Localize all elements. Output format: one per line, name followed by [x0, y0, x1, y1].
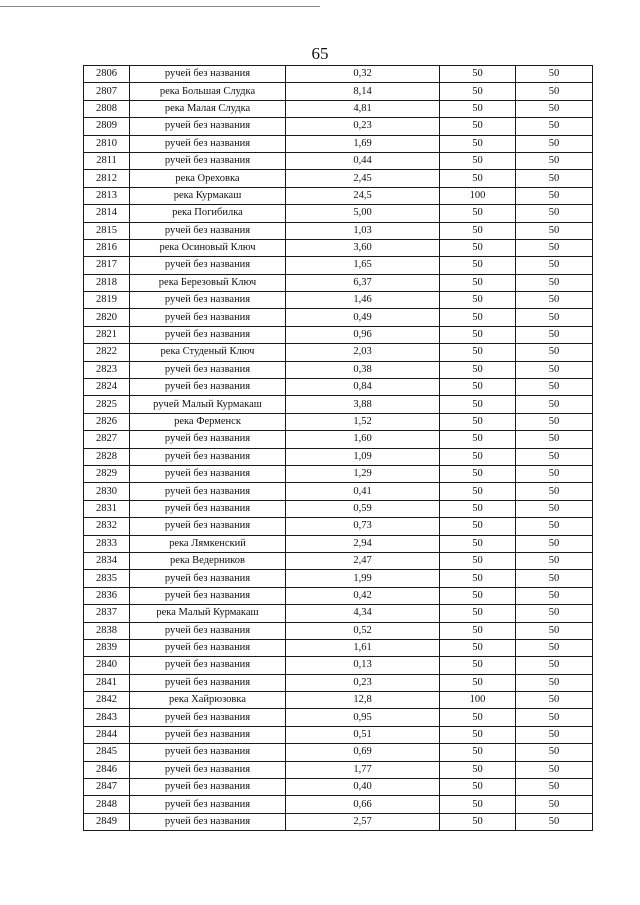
water-body-name-cell: ручей без названия — [130, 744, 286, 761]
length-cell: 0,73 — [286, 518, 440, 535]
row-number-cell: 2825 — [84, 396, 130, 413]
length-cell: 3,60 — [286, 239, 440, 256]
water-body-name-cell: ручей без названия — [130, 570, 286, 587]
strip-width-cell: 50 — [516, 239, 593, 256]
table-row — [84, 118, 593, 135]
water-body-name-cell: ручей без названия — [130, 587, 286, 604]
row-number-cell: 2812 — [84, 170, 130, 187]
row-number-cell: 2828 — [84, 448, 130, 465]
water-body-name-cell: ручей без названия — [130, 813, 286, 830]
length-cell: 0,96 — [286, 326, 440, 343]
table-row — [84, 813, 593, 830]
table-row — [84, 170, 593, 187]
strip-width-cell: 50 — [516, 292, 593, 309]
strip-width-cell: 50 — [516, 361, 593, 378]
row-number-cell: 2831 — [84, 500, 130, 517]
water-body-name-cell: река Малая Слудка — [130, 100, 286, 117]
strip-width-cell: 50 — [516, 170, 593, 187]
zone-width-cell: 50 — [440, 709, 516, 726]
row-number-cell: 2816 — [84, 239, 130, 256]
length-cell: 0,52 — [286, 622, 440, 639]
zone-width-cell: 50 — [440, 431, 516, 448]
strip-width-cell: 50 — [516, 813, 593, 830]
row-number-cell: 2824 — [84, 379, 130, 396]
zone-width-cell: 50 — [440, 518, 516, 535]
length-cell: 0,38 — [286, 361, 440, 378]
strip-width-cell: 50 — [516, 779, 593, 796]
table-row — [84, 222, 593, 239]
water-body-name-cell: ручей без названия — [130, 622, 286, 639]
strip-width-cell: 50 — [516, 413, 593, 430]
zone-width-cell: 50 — [440, 118, 516, 135]
zone-width-cell: 50 — [440, 779, 516, 796]
water-bodies-table — [83, 65, 593, 831]
water-body-name-cell: ручей без названия — [130, 796, 286, 813]
length-cell: 1,46 — [286, 292, 440, 309]
zone-width-cell: 50 — [440, 344, 516, 361]
row-number-cell: 2817 — [84, 257, 130, 274]
length-cell: 0,44 — [286, 152, 440, 169]
zone-width-cell: 50 — [440, 674, 516, 691]
zone-width-cell: 50 — [440, 726, 516, 743]
strip-width-cell: 50 — [516, 152, 593, 169]
row-number-cell: 2822 — [84, 344, 130, 361]
table-row — [84, 639, 593, 656]
length-cell: 6,37 — [286, 274, 440, 291]
table-row — [84, 535, 593, 552]
zone-width-cell: 50 — [440, 761, 516, 778]
strip-width-cell: 50 — [516, 518, 593, 535]
table-row — [84, 379, 593, 396]
strip-width-cell: 50 — [516, 465, 593, 482]
water-body-name-cell: река Лямкенский — [130, 535, 286, 552]
zone-width-cell: 50 — [440, 483, 516, 500]
zone-width-cell: 50 — [440, 796, 516, 813]
water-body-name-cell: ручей без названия — [130, 726, 286, 743]
table-row — [84, 552, 593, 569]
row-number-cell: 2840 — [84, 657, 130, 674]
length-cell: 0,84 — [286, 379, 440, 396]
row-number-cell: 2832 — [84, 518, 130, 535]
water-body-name-cell: ручей без названия — [130, 309, 286, 326]
water-body-name-cell: река Ведерников — [130, 552, 286, 569]
table-row — [84, 779, 593, 796]
table-row — [84, 274, 593, 291]
row-number-cell: 2838 — [84, 622, 130, 639]
strip-width-cell: 50 — [516, 118, 593, 135]
water-body-name-cell: река Курмакаш — [130, 187, 286, 204]
zone-width-cell: 50 — [440, 274, 516, 291]
length-cell: 0,23 — [286, 674, 440, 691]
zone-width-cell: 50 — [440, 292, 516, 309]
table-row — [84, 361, 593, 378]
zone-width-cell: 50 — [440, 361, 516, 378]
water-body-name-cell: река Большая Слудка — [130, 83, 286, 100]
table-row — [84, 605, 593, 622]
water-body-name-cell: река Березовый Ключ — [130, 274, 286, 291]
row-number-cell: 2841 — [84, 674, 130, 691]
zone-width-cell: 50 — [440, 100, 516, 117]
row-number-cell: 2814 — [84, 205, 130, 222]
length-cell: 0,41 — [286, 483, 440, 500]
strip-width-cell: 50 — [516, 448, 593, 465]
water-body-name-cell: ручей без названия — [130, 709, 286, 726]
table-row — [84, 431, 593, 448]
strip-width-cell: 50 — [516, 692, 593, 709]
length-cell: 1,61 — [286, 639, 440, 656]
row-number-cell: 2837 — [84, 605, 130, 622]
row-number-cell: 2809 — [84, 118, 130, 135]
length-cell: 0,69 — [286, 744, 440, 761]
table-row — [84, 326, 593, 343]
table-row — [84, 761, 593, 778]
length-cell: 0,23 — [286, 118, 440, 135]
table-row — [84, 413, 593, 430]
strip-width-cell: 50 — [516, 535, 593, 552]
zone-width-cell: 50 — [440, 135, 516, 152]
water-body-name-cell: ручей без названия — [130, 483, 286, 500]
water-body-name-cell: ручей без названия — [130, 326, 286, 343]
zone-width-cell: 50 — [440, 309, 516, 326]
water-body-name-cell: река Студеный Ключ — [130, 344, 286, 361]
length-cell: 3,88 — [286, 396, 440, 413]
water-body-name-cell: река Хайрюзовка — [130, 692, 286, 709]
strip-width-cell: 50 — [516, 500, 593, 517]
zone-width-cell: 50 — [440, 239, 516, 256]
table-row — [84, 570, 593, 587]
table-row — [84, 100, 593, 117]
table-row — [84, 657, 593, 674]
length-cell: 8,14 — [286, 83, 440, 100]
zone-width-cell: 50 — [440, 83, 516, 100]
table-row — [84, 83, 593, 100]
strip-width-cell: 50 — [516, 605, 593, 622]
table-row — [84, 344, 593, 361]
zone-width-cell: 50 — [440, 500, 516, 517]
length-cell: 4,81 — [286, 100, 440, 117]
strip-width-cell: 50 — [516, 483, 593, 500]
table-row — [84, 465, 593, 482]
strip-width-cell: 50 — [516, 309, 593, 326]
row-number-cell: 2813 — [84, 187, 130, 204]
length-cell: 1,69 — [286, 135, 440, 152]
table-row — [84, 744, 593, 761]
table-row — [84, 187, 593, 204]
table-row — [84, 205, 593, 222]
zone-width-cell: 50 — [440, 813, 516, 830]
table-row — [84, 152, 593, 169]
page-number: 65 — [311, 44, 329, 63]
row-number-cell: 2846 — [84, 761, 130, 778]
length-cell: 0,51 — [286, 726, 440, 743]
row-number-cell: 2818 — [84, 274, 130, 291]
zone-width-cell: 50 — [440, 657, 516, 674]
zone-width-cell: 50 — [440, 744, 516, 761]
length-cell: 0,95 — [286, 709, 440, 726]
zone-width-cell: 50 — [440, 605, 516, 622]
strip-width-cell: 50 — [516, 222, 593, 239]
table-row — [84, 518, 593, 535]
zone-width-cell: 50 — [440, 379, 516, 396]
length-cell: 2,45 — [286, 170, 440, 187]
strip-width-cell: 50 — [516, 709, 593, 726]
water-body-name-cell: ручей без названия — [130, 761, 286, 778]
row-number-cell: 2806 — [84, 66, 130, 83]
strip-width-cell: 50 — [516, 639, 593, 656]
water-body-name-cell: река Малый Курмакаш — [130, 605, 286, 622]
table-row — [84, 66, 593, 83]
row-number-cell: 2808 — [84, 100, 130, 117]
table-row — [84, 257, 593, 274]
strip-width-cell: 50 — [516, 674, 593, 691]
length-cell: 0,13 — [286, 657, 440, 674]
zone-width-cell: 50 — [440, 66, 516, 83]
water-body-name-cell: ручей без названия — [130, 118, 286, 135]
strip-width-cell: 50 — [516, 187, 593, 204]
table-row — [84, 796, 593, 813]
length-cell: 1,77 — [286, 761, 440, 778]
water-body-name-cell: ручей без названия — [130, 222, 286, 239]
zone-width-cell: 50 — [440, 326, 516, 343]
table-row — [84, 500, 593, 517]
length-cell: 2,57 — [286, 813, 440, 830]
water-body-name-cell: ручей без названия — [130, 779, 286, 796]
length-cell: 4,34 — [286, 605, 440, 622]
row-number-cell: 2826 — [84, 413, 130, 430]
zone-width-cell: 50 — [440, 413, 516, 430]
length-cell: 2,03 — [286, 344, 440, 361]
strip-width-cell: 50 — [516, 396, 593, 413]
water-body-name-cell: ручей без названия — [130, 500, 286, 517]
row-number-cell: 2827 — [84, 431, 130, 448]
row-number-cell: 2847 — [84, 779, 130, 796]
row-number-cell: 2829 — [84, 465, 130, 482]
table-row — [84, 135, 593, 152]
length-cell: 24,5 — [286, 187, 440, 204]
zone-width-cell: 50 — [440, 205, 516, 222]
zone-width-cell: 100 — [440, 692, 516, 709]
zone-width-cell: 50 — [440, 222, 516, 239]
length-cell: 0,42 — [286, 587, 440, 604]
length-cell: 1,29 — [286, 465, 440, 482]
row-number-cell: 2821 — [84, 326, 130, 343]
water-body-name-cell: река Ферменск — [130, 413, 286, 430]
water-body-name-cell: ручей без названия — [130, 257, 286, 274]
row-number-cell: 2843 — [84, 709, 130, 726]
strip-width-cell: 50 — [516, 274, 593, 291]
strip-width-cell: 50 — [516, 726, 593, 743]
zone-width-cell: 50 — [440, 639, 516, 656]
table-row — [84, 726, 593, 743]
row-number-cell: 2845 — [84, 744, 130, 761]
table-row — [84, 309, 593, 326]
zone-width-cell: 50 — [440, 622, 516, 639]
row-number-cell: 2844 — [84, 726, 130, 743]
water-body-name-cell: ручей без названия — [130, 639, 286, 656]
water-body-name-cell: река Осиновый Ключ — [130, 239, 286, 256]
zone-width-cell: 100 — [440, 187, 516, 204]
row-number-cell: 2835 — [84, 570, 130, 587]
length-cell: 5,00 — [286, 205, 440, 222]
table-row — [84, 396, 593, 413]
table-row — [84, 692, 593, 709]
row-number-cell: 2819 — [84, 292, 130, 309]
water-body-name-cell: ручей без названия — [130, 431, 286, 448]
strip-width-cell: 50 — [516, 83, 593, 100]
zone-width-cell: 50 — [440, 152, 516, 169]
strip-width-cell: 50 — [516, 744, 593, 761]
row-number-cell: 2839 — [84, 639, 130, 656]
row-number-cell: 2820 — [84, 309, 130, 326]
strip-width-cell: 50 — [516, 135, 593, 152]
length-cell: 0,59 — [286, 500, 440, 517]
length-cell: 0,66 — [286, 796, 440, 813]
scan-edge-line — [0, 6, 320, 7]
zone-width-cell: 50 — [440, 587, 516, 604]
water-body-name-cell: ручей без названия — [130, 66, 286, 83]
length-cell: 1,52 — [286, 413, 440, 430]
table-row — [84, 709, 593, 726]
water-body-name-cell: ручей Малый Курмакаш — [130, 396, 286, 413]
zone-width-cell: 50 — [440, 170, 516, 187]
strip-width-cell: 50 — [516, 431, 593, 448]
table-row — [84, 448, 593, 465]
row-number-cell: 2811 — [84, 152, 130, 169]
table-row — [84, 622, 593, 639]
zone-width-cell: 50 — [440, 535, 516, 552]
strip-width-cell: 50 — [516, 657, 593, 674]
zone-width-cell: 50 — [440, 465, 516, 482]
row-number-cell: 2842 — [84, 692, 130, 709]
table-row — [84, 292, 593, 309]
row-number-cell: 2810 — [84, 135, 130, 152]
water-body-name-cell: река Погибилка — [130, 205, 286, 222]
strip-width-cell: 50 — [516, 552, 593, 569]
length-cell: 1,03 — [286, 222, 440, 239]
strip-width-cell: 50 — [516, 257, 593, 274]
water-body-name-cell: ручей без названия — [130, 152, 286, 169]
table-row — [84, 239, 593, 256]
water-body-name-cell: ручей без названия — [130, 518, 286, 535]
strip-width-cell: 50 — [516, 100, 593, 117]
length-cell: 0,32 — [286, 66, 440, 83]
length-cell: 2,47 — [286, 552, 440, 569]
row-number-cell: 2823 — [84, 361, 130, 378]
strip-width-cell: 50 — [516, 622, 593, 639]
length-cell: 1,65 — [286, 257, 440, 274]
length-cell: 12,8 — [286, 692, 440, 709]
table-row — [84, 674, 593, 691]
row-number-cell: 2815 — [84, 222, 130, 239]
strip-width-cell: 50 — [516, 344, 593, 361]
row-number-cell: 2849 — [84, 813, 130, 830]
row-number-cell: 2807 — [84, 83, 130, 100]
strip-width-cell: 50 — [516, 796, 593, 813]
length-cell: 1,99 — [286, 570, 440, 587]
length-cell: 2,94 — [286, 535, 440, 552]
row-number-cell: 2836 — [84, 587, 130, 604]
length-cell: 1,09 — [286, 448, 440, 465]
zone-width-cell: 50 — [440, 257, 516, 274]
zone-width-cell: 50 — [440, 396, 516, 413]
row-number-cell: 2834 — [84, 552, 130, 569]
table-body — [84, 66, 593, 831]
strip-width-cell: 50 — [516, 66, 593, 83]
row-number-cell: 2833 — [84, 535, 130, 552]
water-body-name-cell: ручей без названия — [130, 657, 286, 674]
water-body-name-cell: ручей без названия — [130, 135, 286, 152]
table-row — [84, 587, 593, 604]
water-body-name-cell: ручей без названия — [130, 674, 286, 691]
water-body-name-cell: ручей без названия — [130, 379, 286, 396]
strip-width-cell: 50 — [516, 379, 593, 396]
water-body-name-cell: ручей без названия — [130, 361, 286, 378]
water-body-name-cell: ручей без названия — [130, 465, 286, 482]
zone-width-cell: 50 — [440, 570, 516, 587]
strip-width-cell: 50 — [516, 587, 593, 604]
row-number-cell: 2830 — [84, 483, 130, 500]
strip-width-cell: 50 — [516, 205, 593, 222]
zone-width-cell: 50 — [440, 448, 516, 465]
length-cell: 0,40 — [286, 779, 440, 796]
table-row — [84, 483, 593, 500]
strip-width-cell: 50 — [516, 326, 593, 343]
strip-width-cell: 50 — [516, 761, 593, 778]
water-body-name-cell: ручей без названия — [130, 292, 286, 309]
row-number-cell: 2848 — [84, 796, 130, 813]
length-cell: 0,49 — [286, 309, 440, 326]
zone-width-cell: 50 — [440, 552, 516, 569]
water-body-name-cell: ручей без названия — [130, 448, 286, 465]
water-body-name-cell: река Ореховка — [130, 170, 286, 187]
length-cell: 1,60 — [286, 431, 440, 448]
strip-width-cell: 50 — [516, 570, 593, 587]
